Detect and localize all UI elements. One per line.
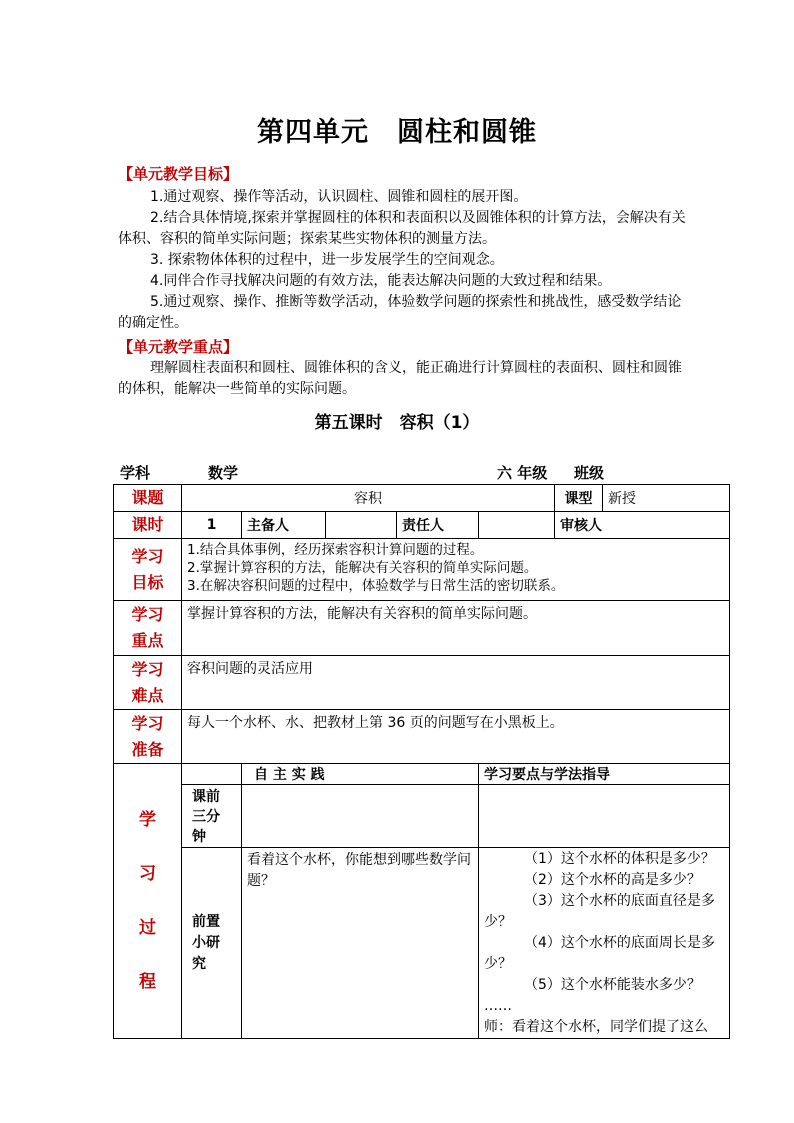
subject-label: 学科 [120,464,151,482]
guide-item: 师：看着这个水杯，同学们提了这么 [484,1019,708,1035]
guide-header: 学习要点与学法指导 [479,764,730,785]
subject-value: 数学 [208,464,239,482]
class-label: 班级 [574,464,605,482]
pre-research-text: 看着这个水杯，你能想到哪些数学问题？ [242,848,479,1039]
prep-label: 学习 准备 [114,710,182,764]
pre-class-practice [242,785,479,848]
goal-item-4: 4.同伴合作寻找解决问题的有效方法，能表达解决问题的大致过程和结果。 [150,273,612,289]
pre-class-label: 课前三分钟 [182,785,242,848]
type-value: 新授 [603,485,730,512]
topic-value: 容积 [182,485,555,512]
guide-item: 少？ [484,914,512,930]
keypoint-text: 掌握计算容积的方法，能解决有关容积的简单实际问题。 [182,601,730,656]
grade-label: 六 年级 [497,464,548,482]
objective-1: 1.结合具体事例，经历探索容积计算问题的过程。 [187,542,484,558]
lesson-plan-table [113,484,730,1039]
difficulty-label: 学习 难点 [114,656,182,710]
focus-text: 理解圆柱表面积和圆柱、圆锥体积的含义，能正确进行计算圆柱的表面积、圆柱和圆锥的体积，能解决一些简单的实际问题。 [118,360,682,397]
unit-title: 第四单元 圆柱和圆锥 [257,117,537,148]
goal-item-5: 5.通过观察、操作、推断等数学活动，体验数学问题的探索性和挑战性，感受数学结论的确定性。 [118,294,682,331]
guide-item: 少？ [484,956,512,972]
preparer-value [326,512,397,539]
objectives-cell [182,539,730,601]
goal-item-3: 3. 探索物体体积的过程中，进一步发展学生的空间观念。 [150,252,504,268]
guide-item: （5）这个水杯能装水多少？ [524,977,701,993]
pre-class-guide [479,785,730,848]
guide-item: （3）这个水杯的底面直径是多 [524,893,715,909]
guide-list [479,848,730,1039]
topic-label: 课题 [114,485,182,512]
goal-item-2: 2.结合具体情境,探索并掌握圆柱的体积和表面积以及圆锥体积的计算方法，会解决有关体积、容积的简单实际问题；探索某些实物体积的测量方法。 [118,210,686,247]
goal-item-1: 1.通过观察、操作等活动，认识圆柱、圆锥和圆柱的展开图。 [150,189,528,205]
practice-header: 自 主 实 践 [242,764,479,785]
objective-3: 3.在解决容积问题的过程中，体验数学与日常生活的密切联系。 [187,578,565,594]
pre-research-label: 前置小研究 [182,848,242,1039]
prep-text: 每人一个水杯、水、把教材上第 36 页的问题写在小黑板上。 [182,710,730,764]
responsible-label: 责任人 [397,512,479,539]
objective-2: 2.掌握计算容积的方法，能解决有关容积的简单实际问题。 [187,560,538,576]
objectives-label: 学习 目标 [114,539,182,601]
period-label: 课时 [114,512,182,539]
preparer-label: 主备人 [242,512,326,539]
process-label: 学 习 过 程 [114,764,182,1039]
guide-item: （1）这个水杯的体积是多少？ [524,851,715,867]
period-value: 1 [182,512,242,539]
goals-heading: 【单元教学目标】 [118,165,239,183]
guide-item: （2）这个水杯的高是多少？ [524,872,701,888]
process-corner-cell [182,764,242,785]
guide-item: …… [484,998,512,1014]
keypoint-label: 学习 重点 [114,601,182,656]
lesson-title: 第五课时 容积（1） [314,413,480,433]
reviewer-label: 审核人 [555,512,730,539]
difficulty-text: 容积问题的灵活应用 [182,656,730,710]
responsible-value [479,512,555,539]
guide-item: （4）这个水杯的底面周长是多 [524,935,715,951]
type-label: 课型 [555,485,603,512]
focus-heading: 【单元教学重点】 [118,338,239,356]
